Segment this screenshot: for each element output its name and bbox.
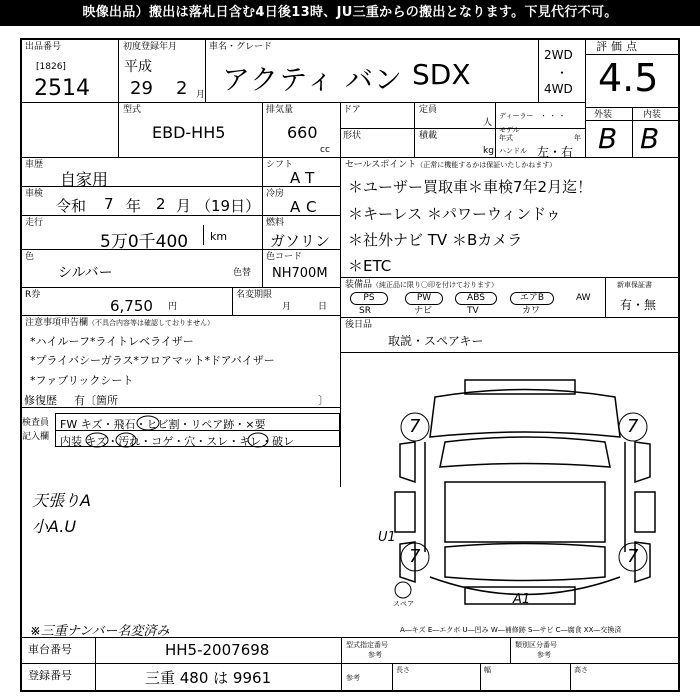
- equip-ps: PS: [350, 292, 388, 305]
- lot-label: 出品番号: [25, 42, 62, 52]
- recycle-unit: 円: [168, 302, 178, 312]
- shape-label: 形状: [343, 131, 362, 141]
- aircon-value: AC: [290, 198, 323, 216]
- interior-label: 内装: [643, 110, 662, 120]
- lot-sub: [1826]: [36, 62, 66, 72]
- inspection-era: 令和: [56, 197, 87, 215]
- notes-line-1: *ハイルーフ*ライトレベライザー: [30, 335, 194, 348]
- inspection-year-unit: 年: [126, 197, 142, 215]
- inspection-label: 車検: [25, 189, 44, 199]
- displacement-label: 排気量: [266, 105, 294, 115]
- door-label: ドア: [343, 105, 361, 115]
- sales-point-line-3: ＊社外ナビ TV ＊Bカメラ: [348, 231, 523, 249]
- exterior-label: 外装: [594, 110, 613, 120]
- model-value: EBD-HH5: [152, 123, 226, 142]
- load-label: 積載: [419, 131, 438, 141]
- fuel-value: ガソリン: [270, 232, 331, 250]
- interior-grade: B: [640, 122, 660, 155]
- inspector-circles: [50, 405, 350, 455]
- first-reg-month-unit: 月: [196, 90, 206, 100]
- inspector-label-1: 検査員: [22, 418, 50, 428]
- damage-mark-rear-right: 7: [627, 546, 639, 567]
- shift-label: シフト: [266, 160, 294, 170]
- first-reg-era: 平成: [124, 59, 152, 75]
- type-number-sub: 参考: [368, 651, 382, 659]
- repair-value: 有〔箇所: [74, 394, 118, 407]
- capacity-label: 定員: [419, 105, 438, 115]
- inspector-row-2: 内装 キズ・汚れ・コゲ・穴・スレ・キレ・破レ: [60, 435, 295, 448]
- color-code-label: 色コード: [266, 252, 303, 262]
- displacement-unit: cc: [320, 145, 330, 155]
- color-code-value: NH700M: [272, 266, 328, 281]
- equip-abs: ABS: [455, 292, 497, 305]
- damage-mark-rear-left: 7: [409, 546, 421, 567]
- notes-label: 注意事項申告欄（不具合内容等は確認しておりません）: [25, 318, 215, 328]
- first-reg-year: 29: [130, 78, 153, 99]
- fuel-label: 燃料: [266, 218, 285, 228]
- type-number-label: 型式指定番号: [346, 641, 388, 649]
- drive-2wd: 2WD: [544, 48, 573, 62]
- vin-label: 車台番号: [28, 643, 72, 656]
- equip-pw: PW: [405, 292, 443, 305]
- warranty-value: 有・無: [620, 298, 657, 312]
- year-unit: 年: [574, 134, 581, 142]
- class-number-label: 類別区分番号: [515, 641, 557, 649]
- handle-label: ハンドル: [499, 147, 527, 155]
- capacity-unit: 人: [483, 118, 493, 128]
- damage-legend: A―キズ E―エクボ U―凹み W―補修跡 S―サビ C―腐食 XX―交換済: [400, 626, 622, 634]
- inspection-month: 2: [156, 195, 166, 213]
- dealer-marks: ・ ・ ・: [540, 112, 566, 120]
- dealer-label: ディーラー: [499, 112, 534, 120]
- car-grade-value: SDX: [412, 58, 471, 91]
- name-change-month: 月: [282, 302, 292, 312]
- displacement-value: 660: [287, 123, 318, 142]
- class-number-sub: 参考: [537, 651, 551, 659]
- handwritten-note-1: 天張りA: [32, 491, 91, 510]
- usage-value: 自家用: [60, 170, 109, 189]
- model-label: 型式: [123, 105, 142, 115]
- car-damage-diagram: [375, 372, 675, 622]
- repair-close: 〕: [318, 394, 329, 407]
- handwritten-bottom-note: ※三重ナンバー名変済み: [30, 624, 170, 639]
- equip-leather: カワ: [522, 306, 541, 316]
- plate-label: 登録番号: [28, 669, 72, 682]
- drive-4wd: 4WD: [544, 82, 573, 96]
- model-year-label: モデル 年式: [499, 126, 520, 142]
- vin-value: HH5-2007698: [165, 641, 270, 659]
- inspection-year: 7: [104, 195, 114, 213]
- name-change-label: 名変期限: [236, 290, 273, 300]
- equip-tv: TV: [467, 306, 479, 316]
- handwritten-note-2: 小A.U: [32, 517, 77, 536]
- equip-sr: SR: [359, 306, 371, 316]
- damage-mark-a1: A1: [513, 592, 531, 607]
- damage-mark-front-left: 7: [409, 416, 421, 437]
- score-value: 4.5: [598, 56, 659, 100]
- repair-label: 修復歴: [24, 394, 57, 407]
- equip-airbag: エアB: [510, 292, 554, 305]
- length-label: 長さ: [396, 666, 410, 674]
- shift-value: AT: [290, 169, 321, 187]
- score-label: 評価点: [596, 40, 641, 53]
- equipment-label: 装備品（純正品に限り〇印を付けております）: [345, 280, 499, 290]
- damage-mark-front-right: 7: [627, 416, 639, 437]
- notes-line-2: *プライバシーガラス*フロアマット*ドアバイザー: [30, 354, 275, 367]
- notice-banner: 映像出品）搬出は落札日含む4日後13時、JU三重からの搬出となります。下見代行不可。: [0, 0, 700, 26]
- recycle-value: 6,750: [110, 297, 153, 315]
- color-label: 色: [25, 252, 35, 262]
- first-reg-label: 初度登録年月: [123, 42, 178, 52]
- usage-label: 車歴: [25, 160, 44, 170]
- mileage-unit: km: [210, 230, 228, 243]
- name-change-day: 日: [318, 302, 328, 312]
- recycle-label: R券: [25, 290, 41, 300]
- exterior-grade: B: [598, 122, 618, 155]
- car-name-value: アクティ バン: [222, 63, 403, 96]
- height-label: 高さ: [574, 666, 588, 674]
- mileage-value: 5万0千400: [100, 232, 189, 252]
- color-value: シルバー: [58, 265, 113, 281]
- handle-value: 左・右: [537, 145, 574, 159]
- equip-navi: ナビ: [414, 306, 433, 316]
- after-fit-label: 後日品: [345, 320, 373, 330]
- inspection-month-unit: 月: [176, 197, 192, 215]
- load-unit: kg: [483, 146, 494, 156]
- spare-label: スペア: [393, 600, 414, 608]
- first-reg-month: 2: [176, 78, 188, 99]
- mileage-label: 走行: [25, 218, 44, 228]
- width-label: 幅: [484, 666, 491, 674]
- drive-dot: ・: [556, 66, 569, 80]
- bottom-ref-1: 参考: [346, 674, 360, 682]
- car-name-label: 車名・グレード: [209, 42, 273, 52]
- warranty-label: 新車保証書: [617, 281, 652, 289]
- sales-point-label: セールスポイント（正常に機能するかは保証いたしかねます）: [345, 160, 557, 170]
- sales-point-line-4: ＊ETC: [348, 257, 392, 275]
- damage-mark-u1: U1: [378, 530, 396, 545]
- after-fit-value: 取説・スペアキー: [388, 334, 484, 348]
- plate-value: 三重 480 は 9961: [145, 669, 272, 687]
- sales-point-line-1: ＊ユーザー買取車＊車検7年2月迄！: [348, 178, 593, 196]
- equip-aw: AW: [576, 293, 591, 303]
- inspector-label-2: 記入欄: [22, 432, 50, 442]
- inspection-day: （19日）: [196, 197, 261, 215]
- notes-line-3: *ファブリックシート: [30, 374, 134, 387]
- aircon-label: 冷房: [266, 189, 285, 199]
- lot-number: 2514: [34, 76, 90, 101]
- sales-point-line-2: ＊キーレス ＊パワーウィンドゥ: [348, 205, 561, 223]
- inspector-row-1: FW キズ・飛石・ヒビ割・リペア跡・×要: [60, 418, 266, 431]
- color-change-label: 色替: [233, 268, 252, 278]
